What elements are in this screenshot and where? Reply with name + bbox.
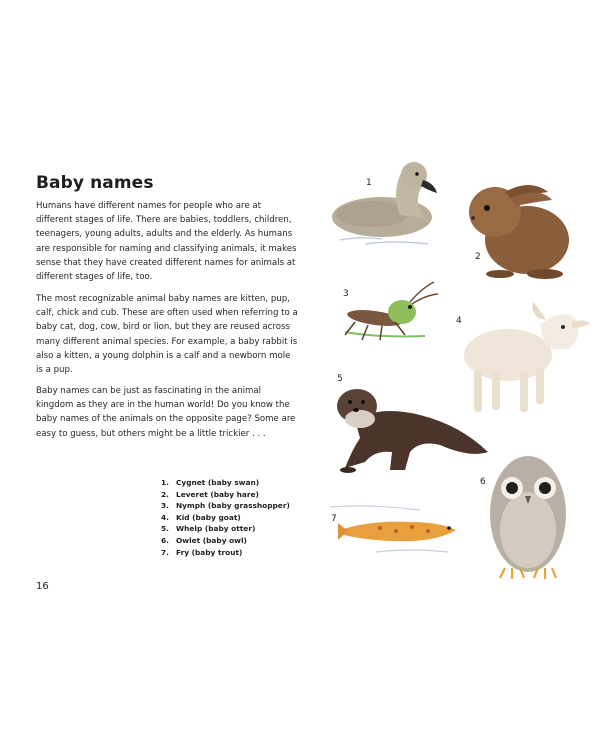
grasshopper-nymph-illustration xyxy=(345,282,438,340)
leveret-illustration xyxy=(469,185,569,279)
answer-item: 6. Owlet (baby owl) xyxy=(161,535,247,545)
answer-item: 7. Fry (baby trout) xyxy=(161,547,243,557)
answer-item: 5. Whelp (baby otter) xyxy=(161,524,256,534)
paragraph-3-text: Baby names can be just as fascinating in the animal kingdom as they are in the human world! Do you know the baby names of the animals on the opposite page? Some are easy to guess, but others might be a little trickier . . . xyxy=(36,386,296,439)
answer-item: 4. Kid (baby goat) xyxy=(161,512,241,522)
label-7: 7 xyxy=(331,514,337,524)
page-number: 16 xyxy=(36,581,49,592)
answer-item: 3. Nymph (baby grasshopper) xyxy=(161,501,290,511)
owlet-illustration xyxy=(490,456,566,579)
paragraph-1-text: Humans have different names for people who are at different stages of life. There are babies, toddlers, children, teenagers, young adults, adults and the elderly. As humans are responsible for naming and classifying animals, it makes sense that they have created different names for animals at different stages of life, too. xyxy=(36,201,297,283)
paragraph-2-text: The most recognizable animal baby names are kitten, pup, calf, chick and cub. These are often used when referring to a baby cat, dog, cow, bird or lion, but they are reused across many different animal species. For example, a baby rabbit is also a kitten, a young dolphin is a calf and a newborn mole is a pup. xyxy=(36,294,298,376)
answer-item: 1. Cygnet (baby swan) xyxy=(161,478,260,487)
label-2: 2 xyxy=(475,252,481,262)
goat-kid-illustration xyxy=(464,302,590,412)
label-3: 3 xyxy=(343,289,349,299)
label-1: 1 xyxy=(366,178,372,188)
label-4: 4 xyxy=(456,316,462,326)
label-5: 5 xyxy=(337,374,343,384)
trout-fry-illustration xyxy=(330,506,456,552)
label-6: 6 xyxy=(480,477,486,487)
answer-item: 2. Leveret (baby hare) xyxy=(161,489,259,499)
otter-whelp-illustration xyxy=(337,389,488,473)
cygnet-illustration xyxy=(332,162,437,244)
page-title: Baby names xyxy=(36,173,154,193)
